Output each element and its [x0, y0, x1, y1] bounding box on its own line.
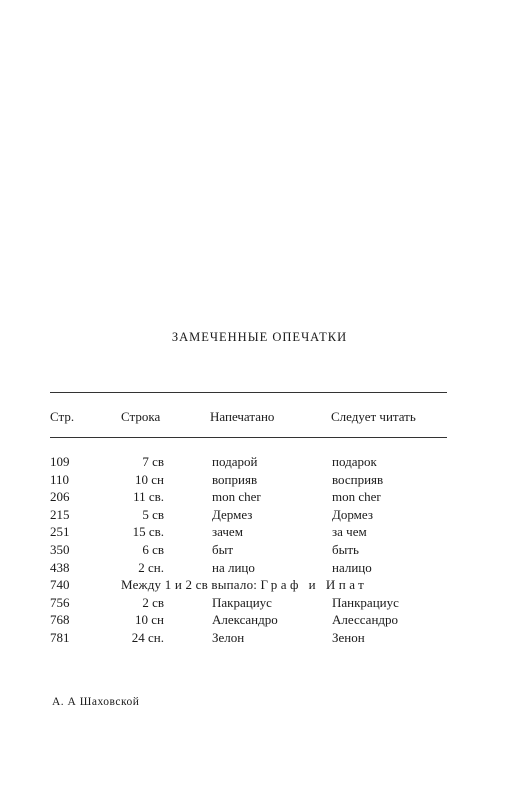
note-text: Между 1 и 2 св выпало:: [121, 577, 258, 593]
cell-line: 6 св: [142, 541, 164, 557]
table-row: [0, 524, 519, 542]
cell-page: 781: [50, 629, 70, 645]
cell-should-read: подарок: [332, 454, 377, 469]
table-row: [0, 472, 519, 490]
cell-should-read: Дормез: [332, 506, 373, 522]
cell-note: [121, 577, 367, 593]
cell-line: 2 сн.: [138, 559, 164, 575]
cell-line: 10 сн: [135, 612, 164, 628]
cell-page: 206: [50, 489, 70, 505]
cell-line: 11 св.: [133, 489, 164, 505]
cell-printed: Дермез: [212, 506, 253, 522]
cell-line: 2 св: [142, 594, 164, 610]
header-line: Строка: [121, 409, 161, 424]
cell-should-read: восприяв: [332, 471, 384, 487]
table-row: [0, 560, 519, 578]
cell-printed: воприяв: [212, 471, 258, 487]
page-title: ЗАМЕЧЕННЫЕ ОПЕЧАТКИ: [171, 330, 348, 344]
cell-printed: Алексaндро: [212, 612, 278, 628]
cell-printed: быт: [212, 541, 234, 557]
author-signature: А. А Шаховской: [52, 696, 140, 708]
cell-line: 10 сн: [135, 471, 164, 487]
cell-page: 350: [50, 541, 70, 557]
header-page: Стр.: [50, 409, 75, 424]
table-top-rule: [50, 392, 447, 393]
cell-printed: Пакрациус: [212, 594, 272, 610]
cell-should-read: Панкрациус: [332, 594, 399, 610]
table-row: [0, 595, 519, 613]
note-names: Граф и Ипат: [260, 577, 368, 593]
cell-page: 109: [50, 454, 70, 469]
cell-page: 251: [50, 524, 70, 540]
cell-page: 768: [50, 612, 70, 628]
table-row: [0, 507, 519, 525]
table-row: [0, 454, 519, 472]
cell-printed: Зелон: [212, 629, 245, 645]
cell-printed: mon cher: [212, 489, 261, 505]
cell-should-read: Алессандро: [332, 612, 399, 628]
cell-printed: зачем: [212, 524, 243, 540]
table-row: [0, 612, 519, 630]
cell-should-read: за чем: [332, 524, 367, 540]
cell-line: 7 св: [142, 454, 164, 469]
header-should-read: Следует читать: [331, 409, 416, 424]
header-printed: Напечатано: [210, 409, 275, 424]
cell-page: 110: [50, 471, 70, 487]
cell-should-read: Зенон: [332, 629, 365, 645]
table-row-note: [0, 577, 519, 595]
cell-line: 5 св: [142, 506, 164, 522]
cell-line: 15 св.: [132, 524, 164, 540]
cell-page: 438: [50, 559, 70, 575]
cell-should-read: быть: [332, 541, 359, 557]
cell-line: 24 сн.: [131, 629, 164, 645]
cell-printed: подарой: [212, 454, 258, 469]
table-header-rule: [50, 437, 447, 438]
cell-page: 740: [50, 577, 70, 593]
table-row: [0, 489, 519, 507]
cell-page: 756: [50, 594, 70, 610]
cell-should-read: налицо: [332, 559, 372, 575]
cell-page: 215: [50, 506, 70, 522]
table-row: [0, 630, 519, 648]
errata-table: [0, 454, 519, 648]
table-row: [0, 542, 519, 560]
cell-should-read: mon cher: [332, 489, 381, 505]
cell-printed: на лицо: [212, 559, 255, 575]
